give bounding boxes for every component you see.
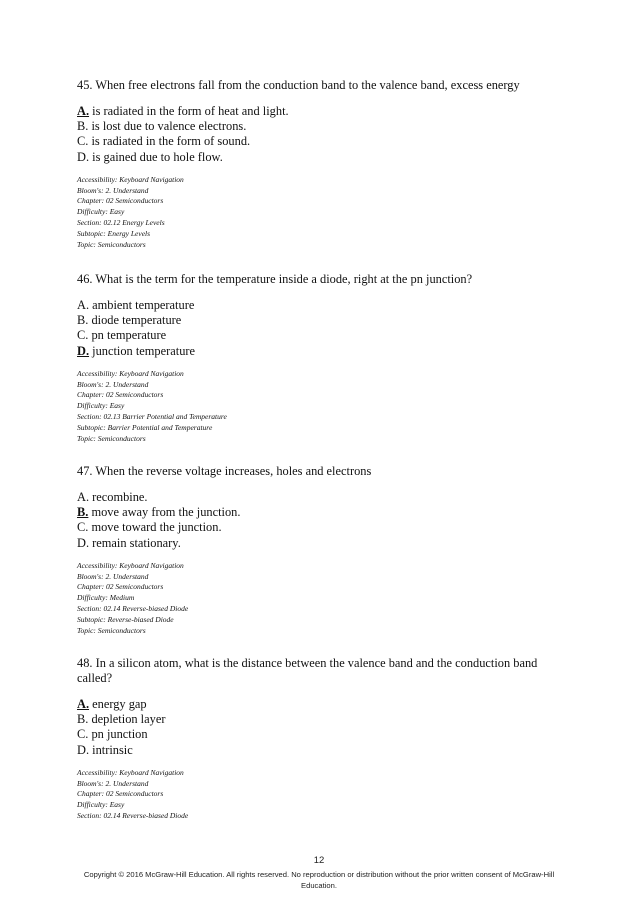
meta-line: Section: 02.14 Reverse-biased Diode <box>77 604 189 613</box>
choice-letter: B. <box>77 712 89 727</box>
meta-line: Bloom's: 2. Understand <box>77 571 149 581</box>
choice-text: pn junction <box>88 727 148 742</box>
choice-letter: C. <box>77 134 89 149</box>
meta-line: Subtopic: Energy Levels <box>77 228 151 238</box>
question-48 <box>77 656 567 822</box>
choice-c <box>77 328 567 343</box>
choice-letter: A. <box>77 298 90 312</box>
answer-choices <box>77 104 567 165</box>
meta-line: Difficulty: Easy <box>77 800 125 810</box>
choice-b <box>77 313 567 328</box>
choice-a <box>77 697 567 712</box>
choice-d <box>77 344 567 359</box>
meta-line: Accessibility: Keyboard Navigation <box>77 368 184 378</box>
choice-text: depletion layer <box>88 712 166 727</box>
choice-letter: B. <box>77 505 89 520</box>
meta-line: Topic: Semiconductors <box>77 239 146 249</box>
choice-letter: D. <box>77 742 90 757</box>
choice-letter: C. <box>77 520 89 535</box>
choice-letter: A. <box>77 490 90 504</box>
meta-line: Section: 02.14 Reverse-biased Diode <box>77 811 189 820</box>
choice-c <box>77 520 567 535</box>
meta-line: Section: 02.12 Energy Levels <box>77 218 165 227</box>
question-text: 45. When free electrons fall from the conduction band to the valence band, excess energy <box>77 78 520 92</box>
copyright-notice: Copyright © 2016 McGraw-Hill Education. All rights reserved. No reproduction or distribution without the prior written consent of McGraw-Hill Education. <box>83 870 555 890</box>
choice-letter: B. <box>77 313 89 328</box>
question-46 <box>77 272 567 444</box>
choice-b <box>77 119 567 134</box>
choice-letter: D. <box>77 535 90 550</box>
choice-text: is radiated in the form of sound. <box>88 134 251 149</box>
choice-letter: C. <box>77 328 89 343</box>
meta-line: Bloom's: 2. Understand <box>77 778 149 788</box>
question-text: 47. When the reverse voltage increases, holes and electrons <box>77 464 372 478</box>
question-metadata <box>77 369 567 445</box>
meta-line: Topic: Semiconductors <box>77 625 146 635</box>
choice-text: diode temperature <box>88 313 182 328</box>
meta-line: Accessibility: Keyboard Navigation <box>77 560 184 570</box>
meta-line: Bloom's: 2. Understand <box>77 379 149 389</box>
answer-choices <box>77 697 567 758</box>
question-text: 46. What is the term for the temperature inside a diode, right at the pn junction? <box>77 272 473 286</box>
choice-text: remain stationary. <box>89 535 181 550</box>
meta-line: Difficulty: Easy <box>77 207 125 217</box>
choice-c <box>77 134 567 149</box>
meta-line: Chapter: 02 Semiconductors <box>77 582 164 592</box>
choice-c <box>77 727 567 742</box>
choice-b <box>77 505 567 520</box>
choice-letter: B. <box>77 119 89 134</box>
choice-d <box>77 150 567 165</box>
choice-letter: A. <box>77 697 90 711</box>
choice-text: ambient temperature <box>89 298 195 312</box>
choice-a <box>77 298 567 313</box>
choice-text: move away from the junction. <box>88 505 241 520</box>
meta-line: Difficulty: Easy <box>77 401 125 411</box>
meta-line: Bloom's: 2. Understand <box>77 185 149 195</box>
question-metadata <box>77 768 567 822</box>
choice-text: energy gap <box>89 697 147 711</box>
choice-text: is lost due to valence electrons. <box>88 119 247 134</box>
choice-a <box>77 104 567 119</box>
question-45 <box>77 78 567 250</box>
choice-letter: D. <box>77 343 90 358</box>
choice-text: is radiated in the form of heat and light. <box>89 104 289 118</box>
choice-letter: A. <box>77 104 90 118</box>
choice-text: recombine. <box>89 490 148 504</box>
answer-choices <box>77 298 567 359</box>
meta-line: Chapter: 02 Semiconductors <box>77 789 164 799</box>
meta-line: Accessibility: Keyboard Navigation <box>77 174 184 184</box>
meta-line: Chapter: 02 Semiconductors <box>77 196 164 206</box>
question-47 <box>77 464 567 636</box>
choice-d <box>77 743 567 758</box>
meta-line: Topic: Semiconductors <box>77 433 146 443</box>
question-metadata <box>77 561 567 637</box>
meta-line: Accessibility: Keyboard Navigation <box>77 767 184 777</box>
choice-b <box>77 712 567 727</box>
choice-a <box>77 490 567 505</box>
question-text: 48. In a silicon atom, what is the distance between the valence band and the conduction band called? <box>77 656 538 685</box>
choice-text: is gained due to hole flow. <box>89 149 223 164</box>
choice-letter: C. <box>77 727 89 742</box>
choice-text: pn temperature <box>88 328 167 343</box>
meta-line: Difficulty: Medium <box>77 593 135 603</box>
meta-line: Chapter: 02 Semiconductors <box>77 390 164 400</box>
meta-line: Section: 02.13 Barrier Potential and Temperature <box>77 412 227 421</box>
choice-d <box>77 536 567 551</box>
answer-choices <box>77 490 567 551</box>
page-number: 12 <box>313 855 325 866</box>
question-metadata <box>77 175 567 251</box>
choice-text: intrinsic <box>89 742 133 757</box>
choice-letter: D. <box>77 149 90 164</box>
meta-line: Subtopic: Barrier Potential and Temperature <box>77 422 213 432</box>
meta-line: Subtopic: Reverse-biased Diode <box>77 614 174 624</box>
choice-text: move toward the junction. <box>88 520 222 535</box>
choice-text: junction temperature <box>89 343 196 358</box>
